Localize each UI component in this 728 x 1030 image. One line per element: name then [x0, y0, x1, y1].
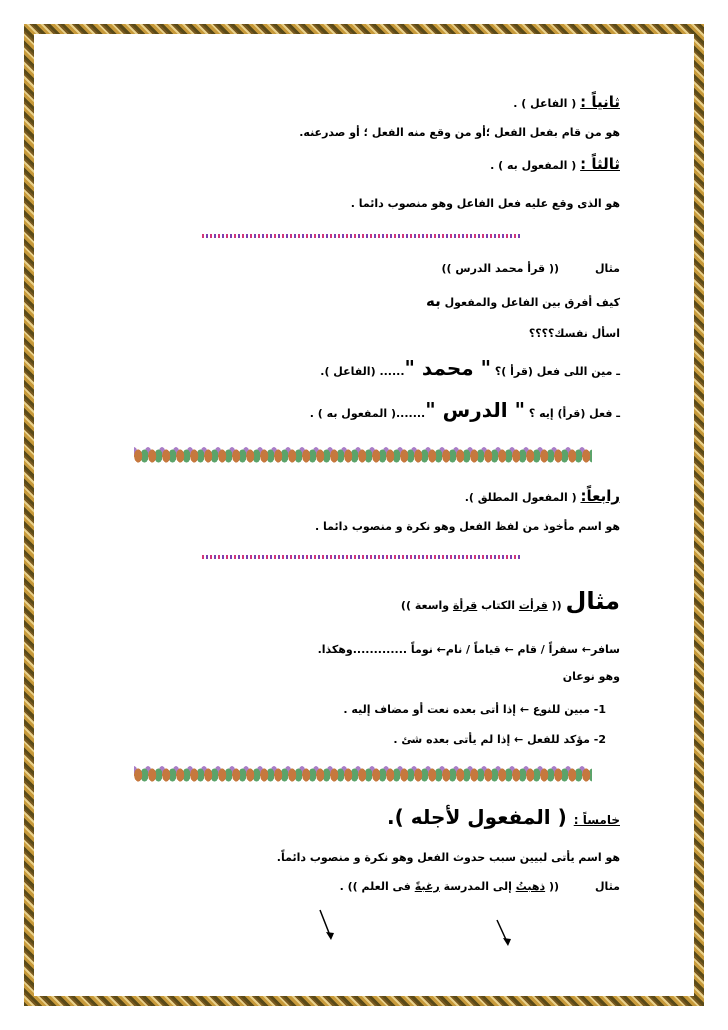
section-4-definition: هو اسم مأخوذ من لفظ الفعل وهو نكرة و منصوب دائما .: [314, 520, 620, 533]
section-5-definition: هو اسم يأتى لبيين سبب حدوث الفعل وهو نكرة و منصوب دائماً.: [276, 851, 620, 864]
question-1-answer: " محمد ": [404, 356, 492, 380]
section-2-heading: [513, 93, 620, 111]
section-3-definition: هو الذى وقع عليه فعل الفاعل وهو منصوب دائما .: [350, 197, 620, 210]
question-1-result: ...... (الفاعل ).: [320, 365, 405, 378]
types-heading: وهو نوعان: [562, 670, 620, 683]
question-line: [426, 292, 620, 310]
section-3-heading: [490, 155, 620, 173]
derivation-chain: سافر← سفراً / قام ← قياماً / نام← نوماً .............وهكذا.: [317, 643, 620, 656]
arrow-icon: [316, 908, 336, 942]
section-4-title: رابعاً:: [580, 487, 620, 505]
example-3-open: ((: [545, 880, 560, 893]
dotted-divider: [202, 234, 522, 238]
example-1: [442, 262, 620, 275]
section-4-name: ( المفعول المطلق ).: [464, 491, 581, 504]
type-2: 2- مؤكد للفعل ← إذا لم يأتى بعده شئ .: [393, 733, 606, 746]
section-2-definition: هو من قام بفعل الفعل ؛أو من وقع منه الفعل ؛ أو صدرعنه.: [299, 126, 620, 139]
section-3-name: ( المفعول به ) .: [490, 159, 581, 172]
example-3: [340, 880, 620, 893]
leaf-divider: [134, 765, 592, 785]
dotted-divider: [202, 555, 522, 559]
section-3-title: ثالثاً :: [580, 155, 620, 173]
example-3-word-1: ذهبتُ: [515, 880, 546, 893]
example-3-word-2: رغبةً: [414, 880, 440, 893]
leaf-divider: [134, 446, 592, 466]
example-2-middle-2: واسعة: [410, 599, 453, 612]
example-1-text: (( قرأ محمد الدرس )): [441, 262, 560, 275]
example-2-close: )): [400, 599, 411, 612]
section-5-title: خامساً :: [573, 813, 620, 827]
example-3-close: فى العلم )) .: [339, 880, 415, 893]
question-emphasis: به: [426, 292, 441, 310]
example-3-middle: إلى المدرسة: [439, 880, 516, 893]
example-2-open: ((: [547, 599, 566, 612]
question-2: [310, 398, 620, 422]
ask-yourself: اسأل نفسك؟؟؟؟: [528, 327, 620, 340]
question-text: كيف أفرق بين الفاعل والمفعول: [440, 296, 620, 309]
example-1-label: مثال: [595, 262, 620, 275]
question-2-answer: " الدرس ": [425, 398, 526, 422]
section-2-title: ثانياً :: [580, 93, 620, 111]
example-3-label: مثال: [595, 880, 620, 893]
question-1: [320, 356, 620, 380]
question-2-result: .......( المفعول به ) .: [309, 407, 426, 420]
arrow-icon: [494, 918, 514, 948]
example-2-label: مثال: [565, 587, 620, 615]
section-4-heading: [465, 487, 620, 505]
example-2-word-2: قرأة: [452, 599, 478, 612]
section-5-heading: [387, 805, 620, 829]
example-2-middle-1: الكتاب: [477, 599, 519, 612]
question-2-text: ـ فعل (قرأ) إيه ؟: [525, 407, 620, 420]
example-2: [401, 587, 620, 616]
example-2-word-1: قرأت: [518, 599, 548, 612]
section-2-name: ( الفاعل ) .: [513, 97, 581, 110]
type-1: 1- مبين للنوع ← إذا أتى بعده نعت أو مضاف إليه .: [343, 703, 606, 716]
question-1-text: ـ مين اللى فعل (قرأ )؟: [491, 365, 620, 378]
section-5-name: ( المفعول لأجله ).: [387, 805, 574, 829]
